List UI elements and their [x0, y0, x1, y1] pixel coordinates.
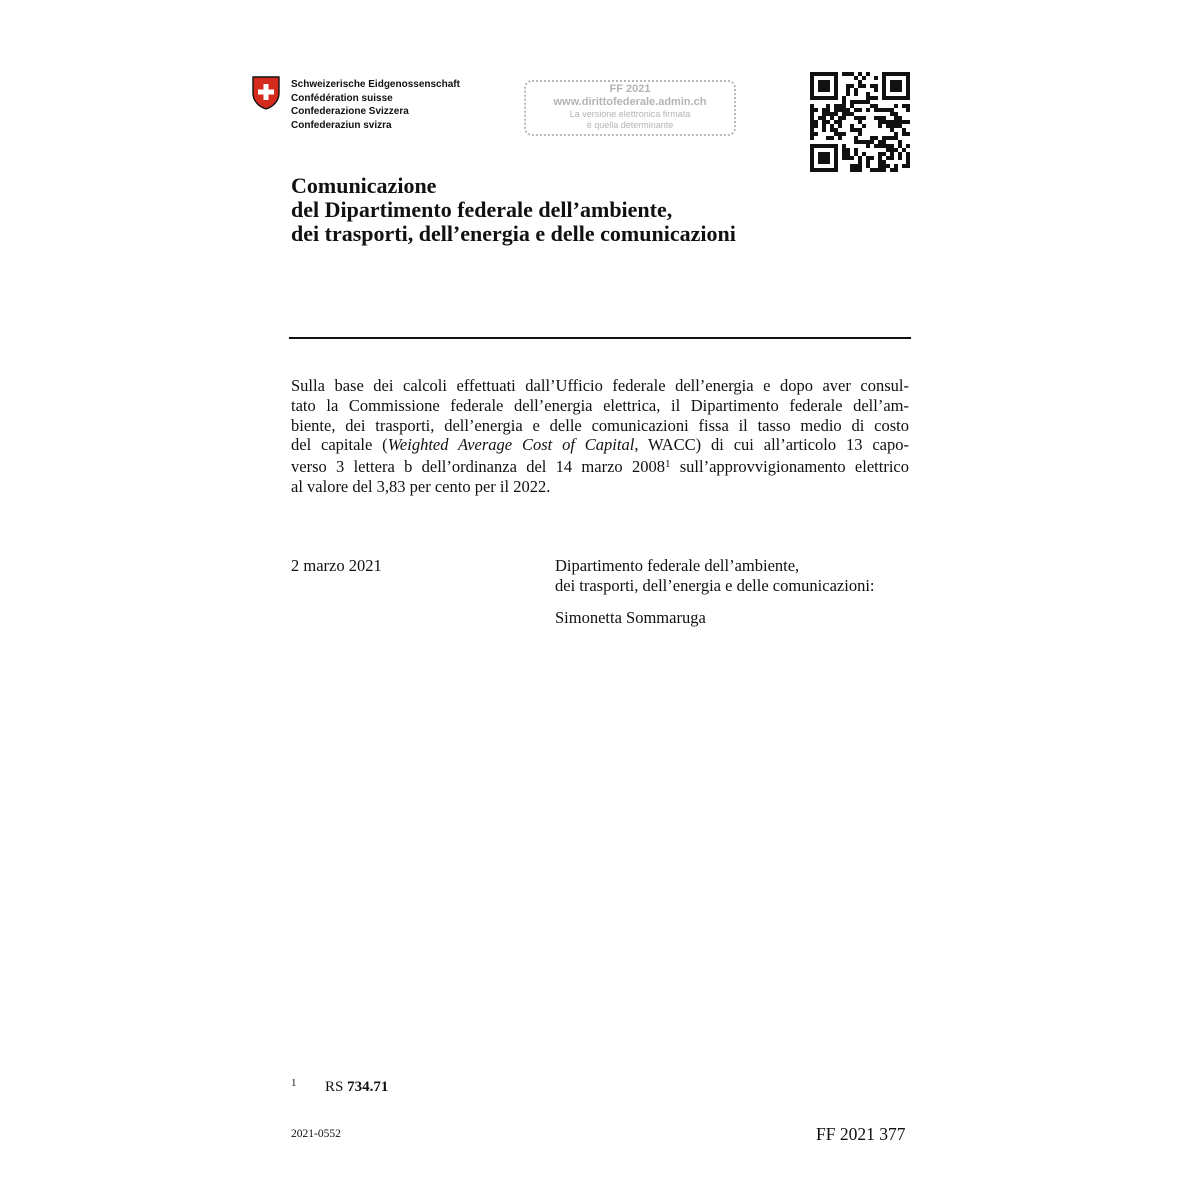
confederation-name-it: Confederazione Svizzera — [291, 106, 409, 117]
stamp-note-line2: è quella determinante — [586, 120, 674, 130]
electronic-version-stamp — [524, 80, 736, 136]
department-line-2: dei trasporti, dell’energia e delle comunicazioni: — [555, 575, 875, 595]
body-line-5-start: verso 3 lettera b dell’ordinanza del 14 marzo 2008 — [291, 457, 665, 477]
swiss-coat-of-arms-logo — [252, 76, 280, 110]
wacc-term: Weighted Average Cost of Capital — [387, 435, 635, 455]
stamp-note-line1: La versione elettronica firmata — [569, 109, 691, 119]
footnote-number: 1 — [291, 1077, 297, 1089]
body-line-2: tato la Commissione federale dell’energia elettrica, il Dipartimento federale dell’am- — [291, 395, 909, 415]
confederation-name-rm: Confederaziun svizra — [291, 119, 392, 131]
signing-department — [555, 556, 875, 596]
stamp-url: www.dirittofederale.admin.ch — [553, 96, 707, 108]
confederation-names — [291, 78, 460, 132]
department-line-1: Dipartimento federale dell’ambiente, — [555, 556, 800, 575]
title-line-3: dei trasporti, dell’energia e delle comunicazioni — [291, 221, 736, 246]
confederation-name-fr: Confédération suisse — [291, 92, 393, 104]
qr-code-icon — [810, 72, 910, 172]
document-title — [291, 174, 911, 246]
confederation-name-de: Schweizerische Eidgenossenschaft — [291, 79, 460, 90]
body-paragraph — [291, 376, 909, 497]
federal-gazette-reference: FF 2021 377 — [816, 1124, 906, 1144]
body-line-4-start: del capitale ( — [291, 435, 388, 455]
title-divider — [289, 337, 911, 339]
stamp-publication: FF 2021 — [609, 83, 651, 95]
body-line-4-end: , WACC) di cui all’articolo 13 capo- — [634, 435, 909, 455]
footnote-prefix: RS — [325, 1079, 348, 1095]
signature-date: 2 marzo 2021 — [291, 556, 382, 575]
body-line-3: biente, dei trasporti, dell’energia e delle comunicazioni fissa il tasso medio di costo — [291, 415, 909, 435]
body-line-5 — [291, 455, 909, 477]
signer-name: Simonetta Sommaruga — [555, 608, 706, 627]
footnote-text — [325, 1079, 388, 1096]
footnote-reference: 734.71 — [347, 1079, 389, 1095]
body-line-1: Sulla base dei calcoli effettuati dall’Ufficio federale dell’energia e dopo aver consul- — [291, 376, 909, 395]
body-line-5-end: sull’approvvigionamento elettrico — [670, 457, 909, 477]
title-line-2: del Dipartimento federale dell’ambiente, — [291, 197, 673, 222]
document-id: 2021-0552 — [291, 1128, 341, 1140]
body-line-4 — [291, 435, 909, 455]
title-line-1: Comunicazione — [291, 173, 437, 198]
footnote-marker[interactable]: 1 — [664, 458, 671, 471]
body-line-6: al valore del 3,83 per cento per il 2022. — [291, 476, 551, 496]
